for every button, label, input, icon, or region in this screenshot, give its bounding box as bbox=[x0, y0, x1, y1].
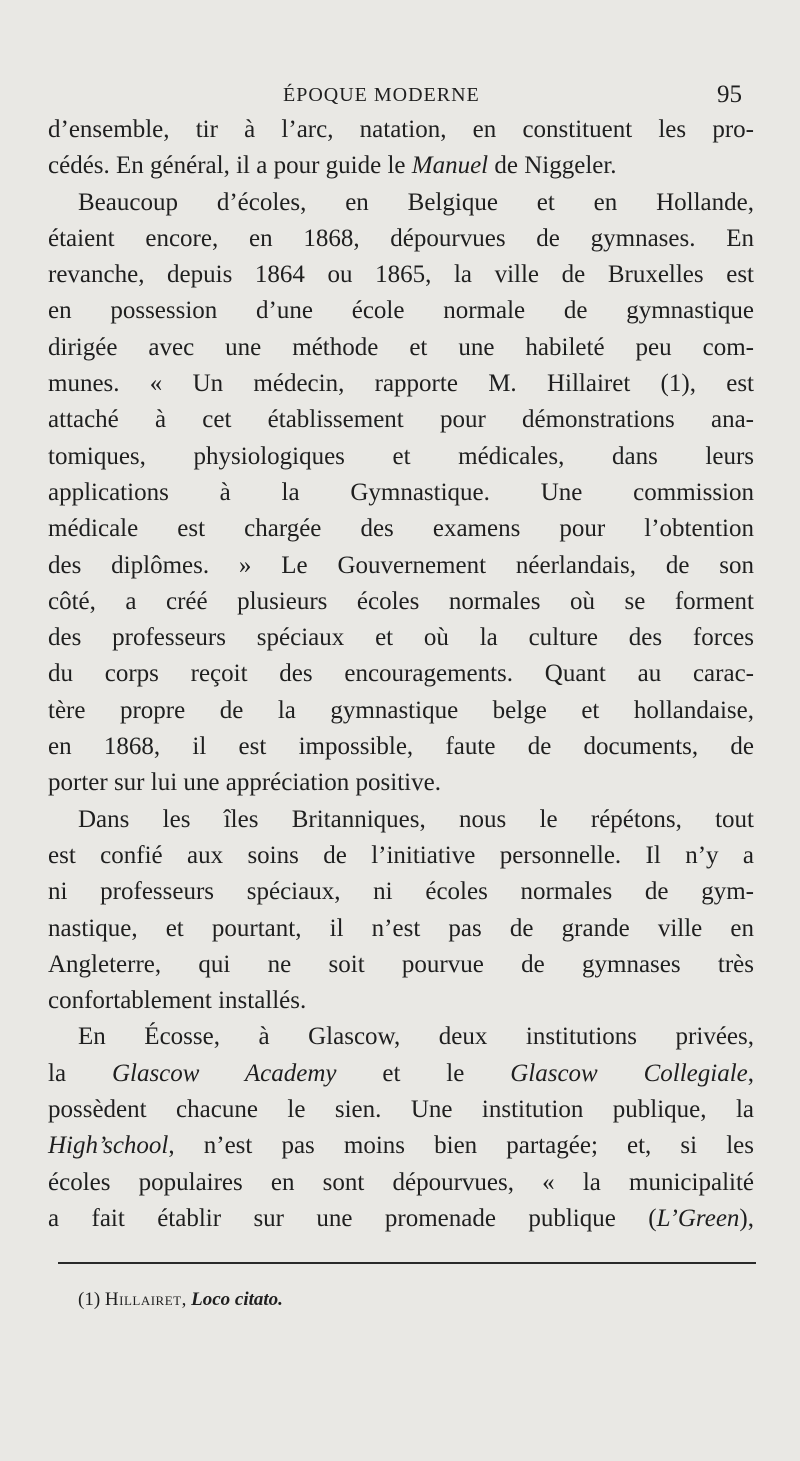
text-segment: revanche, depuis 1864 ou 1865, la ville de Bruxelles est bbox=[48, 261, 754, 289]
text-segment: dirigée avec une méthode et une habileté peu com- bbox=[48, 333, 754, 361]
text-segment: possèdent chacune le sien. Une institution publique, la bbox=[48, 1096, 754, 1124]
text-segment: , n’est pas moins bien partagée; et, si les bbox=[168, 1132, 754, 1160]
text-line bbox=[48, 148, 754, 184]
italic-text: Glascow Academy bbox=[111, 1059, 337, 1087]
text-line bbox=[48, 185, 754, 221]
text-line bbox=[48, 548, 754, 584]
footnote-rule bbox=[58, 1262, 756, 1264]
text-segment: attaché à cet établissement pour démonstrations ana- bbox=[48, 406, 754, 434]
text-line bbox=[48, 330, 754, 366]
text-segment: médicale est chargée des examens pour l’obtention bbox=[48, 515, 754, 543]
italic-text: Glascow Collegiale bbox=[510, 1059, 748, 1087]
text-line bbox=[48, 293, 754, 329]
text-line bbox=[48, 656, 754, 692]
text-line bbox=[48, 765, 754, 801]
italic-text: L’Green bbox=[656, 1204, 740, 1232]
text-segment: En Écosse, à Glascow, deux institutions privées, bbox=[78, 1023, 754, 1051]
text-segment: Beaucoup d’écoles, en Belgique et en Hollande, bbox=[78, 188, 754, 216]
text-segment: a fait établir sur une promenade publique ( bbox=[48, 1204, 657, 1232]
italic-text: Manuel bbox=[411, 152, 489, 180]
text-segment: des diplômes. » Le Gouvernement néerlandais, de son bbox=[48, 551, 754, 579]
text-line bbox=[48, 1019, 754, 1055]
text-line bbox=[48, 221, 754, 257]
text-line bbox=[48, 112, 754, 148]
body-text bbox=[48, 112, 754, 1237]
text-segment: écoles populaires en sont dépourvues, « la municipalité bbox=[48, 1168, 754, 1196]
text-line bbox=[48, 1056, 754, 1092]
text-segment: côté, a créé plusieurs écoles normales où se forment bbox=[48, 587, 754, 615]
text-line bbox=[48, 257, 754, 293]
text-line bbox=[48, 620, 754, 656]
text-line bbox=[48, 983, 754, 1019]
text-line bbox=[48, 838, 754, 874]
running-title: ÉPOQUE MODERNE bbox=[283, 84, 480, 106]
text-line bbox=[48, 1092, 754, 1128]
text-segment: nastique, et pourtant, il n’est pas de grande ville en bbox=[48, 914, 754, 942]
text-segment: est confié aux soins de l’initiative personnelle. Il n’y a bbox=[48, 841, 754, 869]
text-line bbox=[48, 366, 754, 402]
text-line bbox=[48, 729, 754, 765]
text-segment: porter sur lui une appréciation positive. bbox=[48, 769, 441, 797]
text-line bbox=[48, 402, 754, 438]
text-segment: en possession d’une école normale de gymnastique bbox=[48, 297, 754, 325]
page-header bbox=[48, 78, 742, 112]
text-segment: munes. « Un médecin, rapporte M. Hillairet (1), est bbox=[48, 370, 754, 398]
text-segment: étaient encore, en 1868, dépourvues de gymnases. En bbox=[48, 224, 754, 252]
text-line bbox=[48, 1201, 754, 1237]
text-line bbox=[48, 1128, 754, 1164]
text-segment: en 1868, il est impossible, faute de documents, de bbox=[48, 733, 754, 761]
text-line bbox=[48, 947, 754, 983]
page-number: 95 bbox=[717, 81, 742, 108]
text-line bbox=[48, 874, 754, 910]
text-segment: et le bbox=[336, 1059, 511, 1087]
text-segment: Dans les îles Britanniques, nous le répétons, tout bbox=[78, 805, 754, 833]
text-segment: des professeurs spéciaux et où la culture des forces bbox=[48, 624, 754, 652]
text-segment: applications à la Gymnastique. Une commission bbox=[48, 478, 754, 506]
footnote-separator: , bbox=[181, 1289, 192, 1310]
text-segment: d’ensemble, tir à l’arc, natation, en constituent les pro- bbox=[48, 116, 754, 143]
footnote-author: Hillairet bbox=[104, 1289, 182, 1310]
text-segment: tomiques, physiologiques et médicales, dans leurs bbox=[48, 442, 754, 470]
text-line bbox=[48, 584, 754, 620]
text-line bbox=[48, 802, 754, 838]
text-segment: ni professeurs spéciaux, ni écoles normales de gym- bbox=[48, 878, 754, 906]
text-line bbox=[48, 911, 754, 947]
text-segment: du corps reçoit des encouragements. Quant au carac- bbox=[48, 660, 754, 688]
text-segment: , bbox=[747, 1059, 754, 1087]
footnote-marker: (1) bbox=[78, 1289, 101, 1310]
text-line bbox=[48, 511, 754, 547]
text-segment: Angleterre, qui ne soit pourvue de gymnases très bbox=[48, 950, 754, 978]
text-segment: de Niggeler. bbox=[488, 152, 617, 180]
text-line bbox=[48, 1165, 754, 1201]
italic-text: High’school bbox=[48, 1132, 169, 1160]
footnote-citation: Loco citato. bbox=[191, 1289, 283, 1310]
text-line bbox=[48, 439, 754, 475]
text-segment: tère propre de la gymnastique belge et hollandaise, bbox=[48, 696, 754, 724]
text-line bbox=[48, 693, 754, 729]
text-segment: la bbox=[48, 1059, 112, 1087]
text-segment: confortablement installés. bbox=[48, 987, 307, 1015]
footnote bbox=[78, 1286, 283, 1314]
text-line bbox=[48, 475, 754, 511]
text-segment: cédés. En général, il a pour guide le bbox=[48, 152, 412, 180]
text-segment: ), bbox=[739, 1204, 754, 1232]
